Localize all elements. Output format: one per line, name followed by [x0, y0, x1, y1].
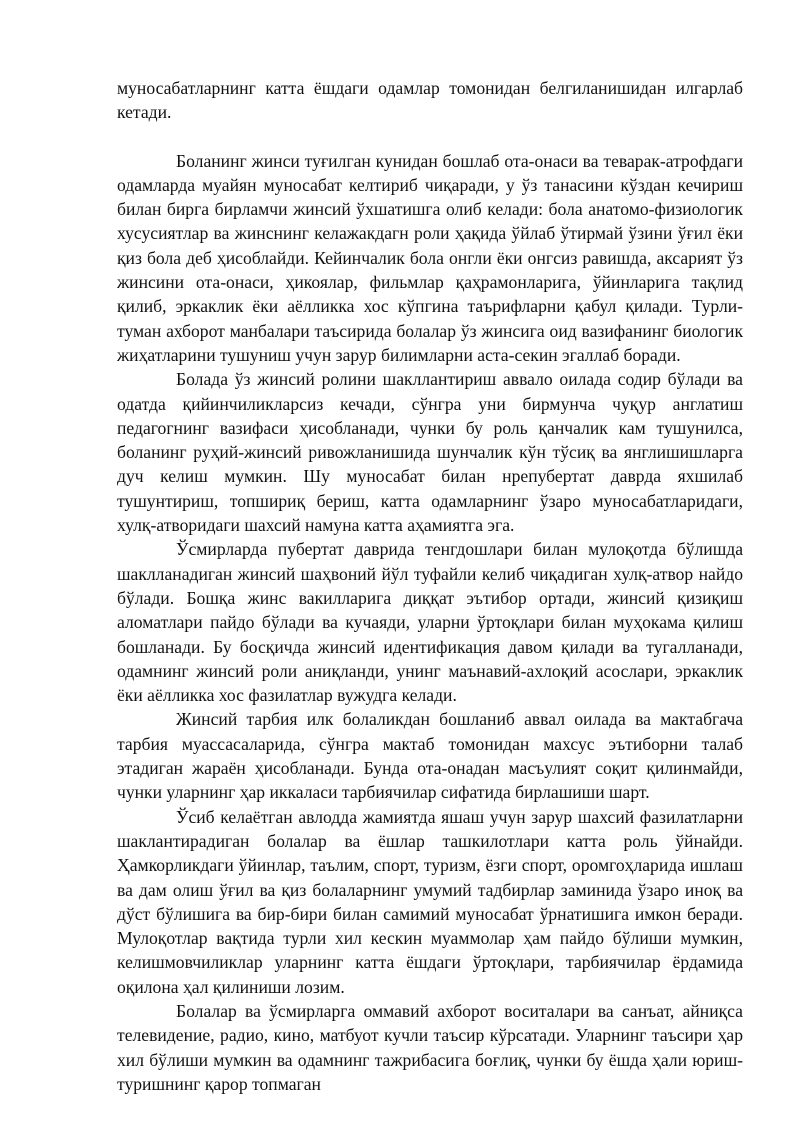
paragraph-3: Болада ўз жинсий ролини шакллантириш аввало оилада содир бўлади ва одатда қийинчиликларсиз кечади, сўнгра уни бирмунча чуқур англатиш педагогнинг вазифаси ҳисобланади, чунки бу роль қанчалик кам тушунилса, боланинг руҳий-жинсий ривожланишида шунчалик кўн тўсиқ ва янглишишларга дуч келиш мумкин. Шу муносабат билан нрепубертат даврда яхшилаб тушунтириш, топшириқ бериш, катта одамларнинг ўзаро муносабатларидаги, хулқ-атворидаги шахсий намуна катта аҳамиятга эга. — [117, 369, 743, 536]
document-body — [117, 76, 743, 1096]
paragraph-4: Ўсмирларда пубертат даврида тенгдошлари билан мулоқотда бўлишда шаклланадиган жинсий шаҳвоний йўл туфайли келиб чиқадиган хулқ-атвор найдо бўлади. Бошқа жинс вакилларига диққат эътибор ортади, жинсий қизиқиш аломатлари пайдо бўлади ва кучаяди, уларни ўртоқлари билан муҳокама қилиш бошланади. Бу босқичда жинсий идентификация давом қилади ва тугалланади, одамнинг жинсий роли аниқланди, унинг маънавий-ахлоқий асослари, эркаклик ёки аёлликка хос фазилатлар вужудга келади. — [117, 539, 743, 706]
paragraph-7: Болалар ва ўсмирларга оммавий ахборот воситалари ва санъат, айниқса телевидение, радио, кино, матбуот кучли таъсир кўрсатади. Уларнинг таъсири ҳар хил бўлиши мумкин ва одамнинг тажрибасига боғлиқ, чунки бу ёшда ҳали юриш-туришнинг қарор топмаган — [117, 1000, 743, 1094]
paragraph-6: Ўсиб келаётган авлодда жамиятда яшаш учун зарур шахсий фазилатларни шаклантирадиган болалар ва ёшлар ташкилотлари катта роль ўйнайди. Ҳамкорликдаги ўйинлар, таълим, спорт, туризм, ёзги спорт, оромгоҳларида ишлаш ва дам олиш ўғил ва қиз болаларнинг умумий тадбирлар заминида ўзаро иноқ ва дўст бўлишига ва бир-бири билан самимий муносабат ўрнатишига имкон беради. Мулоқотлар вақтида турли хил кескин муаммолар ҳам пайдо бўлиши мумкин, келишмовчиликлар уларнинг катта ёшдаги ўртоқлари, тарбиячилар ёрдамида оқилона ҳал қилиниши лозим. — [117, 806, 743, 997]
paragraph-5: Жинсий тарбия илк болаликдан бошланиб аввал оилада ва мактабгача тарбия муассасаларида, сўнгра мактаб томонидан махсус эътиборни талаб этадиган жараён ҳисобланади. Бунда ота-онадан масъулият соқит қилинмайди, чунки уларнинг ҳар иккаласи тарбиячилар сифатида бирлашиши шарт. — [117, 709, 743, 803]
paragraph-2: Боланинг жинси туғилган кунидан бошлаб ота-онаси ва теварак-атрофдаги одамларда муайян муносабат келтириб чиқаради, у ўз танасини кўздан кечириш билан бирга бирламчи жинсий ўхшатишга олиб келади: бола анатомо-физиологик хусусиятлар ва жинснинг келажакдагн роли ҳақида ўйлаб ўтирмай ўзини ўғил ёки қиз бола деб ҳисоблайди. Кейинчалик бола онгли ёки онгсиз равишда, аксарият ўз жинсини ота-онаси, ҳикоялар, фильмлар қаҳрамонларига, ўйинларига тақлид қилиб, эркаклик ёки аёлликка хос кўпгина таърифларни қабул қилади. Турли-туман ахборот манбалари таъсирида болалар ўз жинсига оид вазифанинг биологик жиҳатларини тушуниш учун зарур билимларни аста-секин эгаллаб боради. — [117, 150, 743, 365]
paragraph-1: муносабатларнинг катта ёшдаги одамлар томонидан белгиланишидан илгарлаб кетади. — [117, 78, 743, 123]
